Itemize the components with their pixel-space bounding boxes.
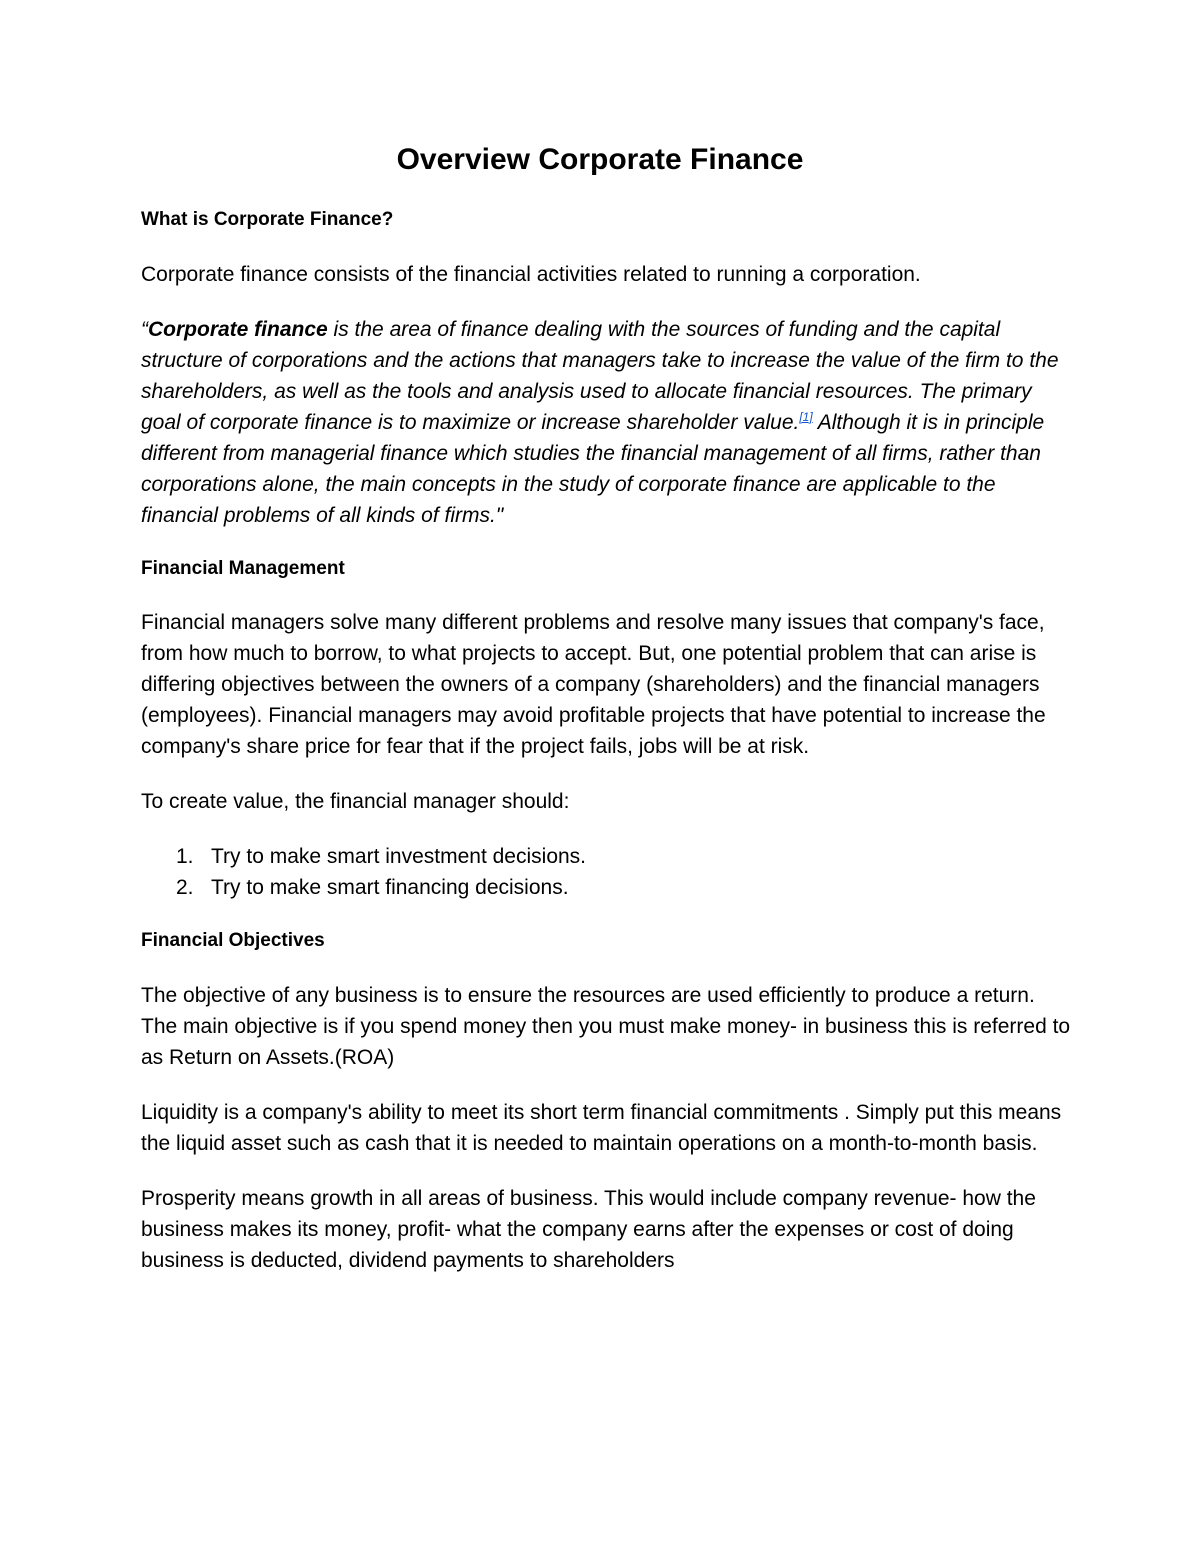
- list-item-number: 2.: [176, 876, 194, 899]
- quote-open-mark: “: [141, 318, 148, 341]
- list-item-text: Try to make smart investment decisions.: [211, 845, 587, 868]
- document-title: Overview Corporate Finance: [396, 143, 804, 176]
- list-intro: To create value, the financial manager should:: [141, 790, 570, 813]
- quote-text-part1: is the area of finance dealing with the sources of funding and the capital structure of corporations and the actions that managers take to increase the value of the firm to the shareholders, as well as the tools and analysis used to allocate financial resources. The primary goal of corporate finance is to maximize or increase shareholder value.: [141, 318, 1059, 434]
- list-item: [141, 841, 1071, 872]
- list-item: [141, 872, 1071, 903]
- value-creation-list: [141, 841, 1071, 903]
- quote-text-part2: Although it is in principle different from managerial finance which studies the financial management of all firms, rather than corporations alone, the main concepts in the study of corporate finance are applicable to the financial problems of all kinds of firms.": [141, 411, 1045, 527]
- citation-link[interactable]: [1]: [799, 410, 813, 424]
- quote-lead-term: Corporate finance: [148, 318, 328, 341]
- financial-management-paragraph: Financial managers solve many different problems and resolve many issues that company's face, from how much to borrow, to what projects to accept. But, one potential problem that can arise is differing objectives between the owners of a company (shareholders) and the financial managers (employees). Financial managers may avoid profitable projects that have potential to increase the company's share price for fear that if the project fails, jobs will be at risk.: [141, 611, 1046, 758]
- objectives-paragraph-liquidity: Liquidity is a company's ability to meet its short term financial commitments . Simply put this means the liquid asset such as cash that it is needed to maintain operations on a month-to-month basis.: [141, 1101, 1062, 1155]
- objectives-paragraph-prosperity: Prosperity means growth in all areas of business. This would include company revenue- how the business makes its money, profit- what the company earns after the expenses or cost of doing business is deducted, dividend payments to shareholders: [141, 1187, 1036, 1272]
- list-item-number: 1.: [176, 845, 194, 868]
- heading-financial-objectives: Financial Objectives: [141, 930, 325, 951]
- objectives-paragraph-roa: The objective of any business is to ensure the resources are used efficiently to produce a return. The main objective is if you spend money then you must make money- in business this is referred to as Return on Assets.(ROA): [141, 984, 1071, 1069]
- document-page: [141, 138, 1071, 1276]
- heading-what-is-corporate-finance: What is Corporate Finance?: [141, 209, 394, 230]
- heading-financial-management: Financial Management: [141, 558, 345, 579]
- definition-quote: [141, 314, 1071, 531]
- list-item-text: Try to make smart financing decisions.: [211, 876, 569, 899]
- intro-paragraph: Corporate finance consists of the financial activities related to running a corporation.: [141, 263, 921, 286]
